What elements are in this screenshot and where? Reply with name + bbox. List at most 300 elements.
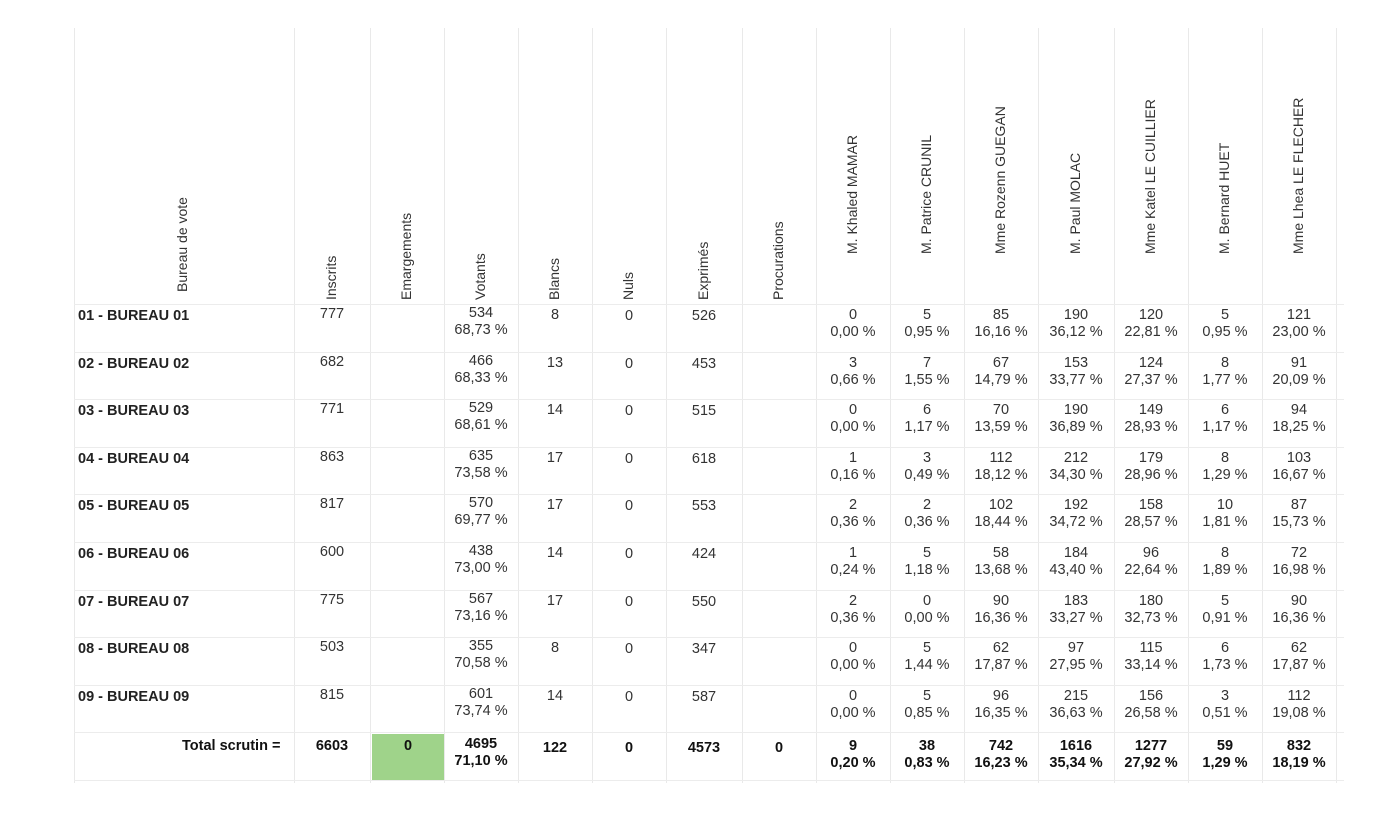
- total-candidate-line: 9: [848, 738, 858, 755]
- candidate-value: [964, 497, 1038, 531]
- blancs-value-line: 17: [546, 592, 564, 609]
- candidate-value-line: 212: [1063, 449, 1089, 466]
- total-nuls-line: 0: [624, 740, 634, 757]
- blancs-value-line: 14: [546, 687, 564, 704]
- candidate-value: [890, 450, 964, 484]
- candidate-value-line: 179: [1138, 449, 1164, 466]
- candidate-value: [890, 402, 964, 436]
- header-emargements: Emargements: [398, 212, 414, 300]
- votants-value-line: 534: [468, 305, 494, 321]
- candidate-value-line: 124: [1138, 354, 1164, 371]
- candidate-value-line: 1,29 %: [1202, 466, 1248, 483]
- blancs-value: [518, 545, 592, 562]
- blancs-value: [518, 497, 592, 514]
- candidate-value: [1114, 355, 1188, 389]
- candidate-value-line: 13,59 %: [974, 419, 1028, 436]
- candidate-value-line: 90: [992, 592, 1010, 609]
- candidate-value-line: 8: [1220, 354, 1230, 371]
- votants-value: [444, 591, 518, 625]
- candidate-value-line: 0,95 %: [904, 324, 950, 340]
- header-candidate-cell: [1038, 36, 1114, 304]
- header-candidate: M. Bernard HUET: [1216, 142, 1232, 254]
- nuls-value-line: 0: [624, 403, 634, 420]
- total-votants-line: 4695: [464, 736, 498, 753]
- candidate-value: [1038, 593, 1114, 627]
- candidate-value-line: 153: [1063, 354, 1089, 371]
- candidate-value: [1188, 450, 1262, 484]
- candidate-value-line: 90: [1290, 592, 1308, 609]
- candidate-value-line: 16,36 %: [974, 609, 1028, 626]
- candidate-value-line: 10: [1216, 497, 1234, 514]
- candidate-value-line: 102: [988, 497, 1014, 514]
- header-procurations: Procurations: [770, 221, 786, 300]
- candidate-value-line: 6: [1220, 402, 1230, 419]
- candidate-value-line: 158: [1138, 497, 1164, 514]
- total-procurations: [742, 740, 816, 757]
- inscrits-value: [294, 496, 370, 513]
- total-exprimes-line: 4573: [687, 740, 721, 757]
- candidate-value-line: 16,67 %: [1272, 466, 1326, 483]
- header-nuls: Nuls: [620, 271, 636, 300]
- candidate-value: [890, 355, 964, 389]
- total-candidate-line: 18,19 %: [1272, 755, 1326, 772]
- total-candidate: [816, 738, 890, 772]
- exprimes-value: [666, 403, 742, 420]
- votants-value-line: 635: [468, 447, 494, 464]
- blancs-value-line: 8: [550, 307, 560, 323]
- nuls-value-line: 0: [624, 688, 634, 705]
- candidate-value-line: 0,91 %: [1202, 609, 1248, 626]
- candidate-value-line: 112: [1287, 687, 1311, 704]
- candidate-value: [1188, 497, 1262, 531]
- candidate-value: [964, 688, 1038, 722]
- header-bureau-de-vote-cell: [78, 36, 288, 304]
- grid-line: [74, 352, 1344, 353]
- candidate-value-line: 0,95 %: [1202, 324, 1248, 340]
- total-candidate-line: 59: [1216, 738, 1234, 755]
- total-candidate-line: 27,92 %: [1124, 755, 1178, 772]
- nuls-value: [592, 594, 666, 611]
- candidate-value-line: 215: [1063, 687, 1089, 704]
- candidate-value-line: 87: [1290, 497, 1308, 514]
- nuls-value: [592, 641, 666, 658]
- votants-value: [444, 305, 518, 339]
- nuls-value-line: 0: [624, 546, 634, 562]
- candidate-value: [1188, 640, 1262, 674]
- total-candidate-line: 742: [988, 738, 1014, 755]
- candidate-value-line: 32,73 %: [1124, 609, 1178, 626]
- candidate-value-line: 14,79 %: [974, 371, 1028, 388]
- candidate-value-line: 1,77 %: [1202, 371, 1248, 388]
- grid-line: [74, 637, 1344, 638]
- header-procurations-cell: [742, 36, 816, 304]
- header-bureau-de-vote: Bureau de vote: [174, 197, 190, 292]
- candidate-value: [816, 593, 890, 627]
- header-exprimes: Exprimés: [695, 241, 711, 300]
- inscrits-value: [294, 687, 370, 704]
- candidate-value-line: 36,89 %: [1049, 419, 1103, 436]
- candidate-value-line: 0,00 %: [904, 609, 950, 626]
- candidate-value: [890, 593, 964, 627]
- exprimes-value-line: 347: [691, 641, 717, 658]
- exprimes-value-line: 515: [691, 403, 717, 420]
- candidate-value-line: 1,55 %: [904, 371, 950, 388]
- nuls-value: [592, 546, 666, 563]
- exprimes-value: [666, 689, 742, 706]
- blancs-value-line: 17: [546, 497, 564, 514]
- inscrits-value: [294, 401, 370, 418]
- candidate-value: [816, 545, 890, 579]
- blancs-value: [518, 593, 592, 610]
- nuls-value: [592, 451, 666, 468]
- candidate-value: [1262, 450, 1336, 484]
- candidate-value: [1038, 355, 1114, 389]
- header-blancs-cell: [518, 36, 592, 304]
- candidate-value: [1038, 402, 1114, 436]
- bureau-label: 01 - BUREAU 01: [78, 308, 190, 324]
- exprimes-value: [666, 594, 742, 611]
- nuls-value-line: 0: [624, 498, 634, 515]
- candidate-value: [816, 355, 890, 389]
- candidate-value-line: 85: [992, 307, 1010, 323]
- candidate-value-line: 0,16 %: [830, 466, 876, 483]
- candidate-value-line: 0,00 %: [830, 657, 876, 674]
- candidate-value-line: 67: [992, 354, 1010, 371]
- candidate-value: [964, 402, 1038, 436]
- candidate-value-line: 5: [1220, 307, 1230, 323]
- inscrits-value: [294, 639, 370, 656]
- header-candidate-cell: [890, 36, 964, 304]
- candidate-value-line: 20,09 %: [1272, 371, 1326, 388]
- inscrits-value-line: 777: [319, 306, 345, 322]
- total-candidate-line: 35,34 %: [1049, 755, 1103, 772]
- candidate-value-line: 96: [992, 687, 1010, 704]
- total-candidate: [1262, 738, 1336, 772]
- exprimes-value: [666, 308, 742, 325]
- votants-value-line: 68,61 %: [454, 417, 508, 434]
- total-inscrits-line: 6603: [315, 738, 349, 755]
- votants-value-line: 567: [468, 590, 494, 607]
- candidate-value: [964, 545, 1038, 579]
- candidate-value-line: 23,00 %: [1272, 324, 1326, 340]
- header-candidate-cell: [816, 36, 890, 304]
- bureau-label: 04 - BUREAU 04: [78, 450, 190, 467]
- candidate-value-line: 149: [1138, 402, 1164, 419]
- total-candidate-line: 38: [918, 738, 936, 755]
- header-candidate: Mme Katel LE CUILLIER: [1142, 99, 1158, 254]
- blancs-value-line: 17: [546, 449, 564, 466]
- candidate-value-line: 192: [1063, 497, 1089, 514]
- header-blancs: Blancs: [546, 257, 562, 300]
- candidate-value: [1188, 688, 1262, 722]
- nuls-value: [592, 356, 666, 373]
- candidate-value: [1038, 688, 1114, 722]
- candidate-value: [1188, 355, 1262, 389]
- exprimes-value: [666, 356, 742, 373]
- candidate-value-line: 1,81 %: [1202, 514, 1248, 531]
- candidate-value-line: 6: [1220, 640, 1230, 657]
- candidate-value-line: 33,77 %: [1049, 371, 1103, 388]
- candidate-value-line: 36,63 %: [1049, 704, 1103, 721]
- candidate-value-line: 121: [1286, 307, 1312, 323]
- candidate-value-line: 2: [848, 497, 858, 514]
- candidate-value-line: 5: [1220, 592, 1230, 609]
- inscrits-value-line: 771: [319, 401, 345, 418]
- votants-value-line: 601: [468, 685, 494, 702]
- blancs-value: [518, 355, 592, 372]
- candidate-value-line: 16,16 %: [974, 324, 1028, 340]
- candidate-value: [1188, 545, 1262, 579]
- candidate-value-line: 22,64 %: [1124, 562, 1178, 578]
- exprimes-value-line: 453: [691, 355, 717, 372]
- nuls-value-line: 0: [624, 593, 634, 610]
- inscrits-value-line: 817: [319, 496, 345, 513]
- candidate-value: [1262, 497, 1336, 531]
- candidate-value: [964, 640, 1038, 674]
- candidate-value-line: 184: [1063, 545, 1089, 561]
- candidate-value-line: 156: [1138, 687, 1164, 704]
- header-candidate-cell: [1114, 36, 1188, 304]
- candidate-value: [964, 593, 1038, 627]
- header-candidate-cell: [1188, 36, 1262, 304]
- candidate-value-line: 1: [848, 545, 858, 561]
- candidate-value: [1262, 545, 1336, 579]
- header-candidate: Mme Lhea LE FLECHER: [1290, 97, 1306, 254]
- total-votants: [444, 736, 518, 770]
- candidate-value-line: 5: [922, 545, 932, 561]
- grid-line: [74, 494, 1344, 495]
- candidate-value: [1262, 593, 1336, 627]
- candidate-value-line: 70: [992, 402, 1010, 419]
- exprimes-value-line: 526: [691, 308, 717, 324]
- candidate-value: [1114, 545, 1188, 579]
- candidate-value: [1038, 450, 1114, 484]
- total-candidate-line: 0,20 %: [830, 755, 876, 772]
- candidate-value-line: 103: [1286, 449, 1312, 466]
- candidate-value-line: 91: [1290, 354, 1308, 371]
- votants-value-line: 466: [468, 352, 494, 369]
- candidate-value-line: 1,18 %: [904, 562, 950, 578]
- candidate-value-line: 1,17 %: [1202, 419, 1248, 436]
- inscrits-value: [294, 306, 370, 323]
- candidate-value: [1262, 640, 1336, 674]
- votants-value-line: 69,77 %: [454, 512, 508, 529]
- nuls-value: [592, 308, 666, 325]
- votants-value-line: 355: [468, 638, 494, 655]
- candidate-value-line: 13,68 %: [974, 562, 1028, 578]
- total-candidate-line: 0,83 %: [904, 755, 950, 772]
- candidate-value-line: 0: [848, 640, 858, 657]
- candidate-value: [1114, 497, 1188, 531]
- header-inscrits-cell: [294, 36, 370, 304]
- bureau-label: 09 - BUREAU 09: [78, 688, 190, 705]
- total-candidate: [890, 738, 964, 772]
- nuls-value: [592, 689, 666, 706]
- candidate-value-line: 0: [922, 592, 932, 609]
- candidate-value: [964, 355, 1038, 389]
- header-exprimes-cell: [666, 36, 742, 304]
- candidate-value-line: 0: [848, 402, 858, 419]
- votants-value-line: 73,00 %: [454, 560, 508, 576]
- grid-line: [74, 28, 75, 783]
- candidate-value-line: 28,57 %: [1124, 514, 1178, 531]
- candidate-value-line: 62: [992, 640, 1010, 657]
- bureau-label: 06 - BUREAU 06: [78, 546, 190, 562]
- candidate-value-line: 190: [1063, 402, 1089, 419]
- candidate-value-line: 94: [1290, 402, 1308, 419]
- blancs-value-line: 14: [546, 545, 564, 561]
- candidate-value-line: 0,00 %: [830, 704, 876, 721]
- candidate-value-line: 1,89 %: [1202, 562, 1248, 578]
- header-candidate: Mme Rozenn GUEGAN: [992, 106, 1008, 254]
- total-candidate-line: 1277: [1134, 738, 1168, 755]
- candidate-value-line: 34,30 %: [1049, 466, 1103, 483]
- candidate-value-line: 43,40 %: [1049, 562, 1103, 578]
- blancs-value: [518, 640, 592, 657]
- candidate-value-line: 0,36 %: [830, 514, 876, 531]
- nuls-value-line: 0: [624, 450, 634, 467]
- candidate-value: [964, 307, 1038, 341]
- candidate-value-line: 16,98 %: [1272, 562, 1326, 578]
- candidate-value-line: 33,14 %: [1124, 657, 1178, 674]
- grid-line: [74, 399, 1344, 400]
- candidate-value-line: 28,93 %: [1124, 419, 1178, 436]
- total-candidate: [1188, 738, 1262, 772]
- candidate-value-line: 62: [1290, 640, 1308, 657]
- total-exprimes: [666, 740, 742, 757]
- votants-value-line: 73,74 %: [454, 702, 508, 719]
- votants-value-line: 68,33 %: [454, 369, 508, 386]
- candidate-value-line: 19,08 %: [1272, 704, 1326, 721]
- candidate-value-line: 115: [1139, 640, 1163, 657]
- candidate-value-line: 15,73 %: [1272, 514, 1326, 531]
- total-nuls: [592, 740, 666, 757]
- candidate-value-line: 17,87 %: [974, 657, 1028, 674]
- candidate-value-line: 0: [848, 307, 858, 323]
- candidate-value: [816, 688, 890, 722]
- inscrits-value-line: 775: [319, 591, 345, 608]
- votants-value-line: 438: [468, 543, 494, 559]
- exprimes-value: [666, 498, 742, 515]
- candidate-value-line: 17,87 %: [1272, 657, 1326, 674]
- candidate-value-line: 18,12 %: [974, 466, 1028, 483]
- candidate-value: [890, 307, 964, 341]
- total-votants-line: 71,10 %: [454, 753, 508, 770]
- candidate-value-line: 1,44 %: [904, 657, 950, 674]
- inscrits-value: [294, 449, 370, 466]
- header-emargements-cell: [370, 36, 444, 304]
- candidate-value-line: 58: [992, 545, 1010, 561]
- candidate-value: [816, 497, 890, 531]
- grid-line: [74, 304, 1344, 305]
- candidate-value-line: 1,17 %: [904, 419, 950, 436]
- votants-value-line: 70,58 %: [454, 655, 508, 672]
- candidate-value-line: 5: [922, 640, 932, 657]
- header-nuls-cell: [592, 36, 666, 304]
- bureau-label: 02 - BUREAU 02: [78, 355, 190, 372]
- candidate-value: [1188, 402, 1262, 436]
- bureau-label: 08 - BUREAU 08: [78, 641, 190, 658]
- votants-value: [444, 543, 518, 577]
- votants-value-line: 570: [468, 495, 494, 512]
- candidate-value-line: 0,36 %: [830, 609, 876, 626]
- candidate-value: [1188, 307, 1262, 341]
- header-votants-cell: [444, 36, 518, 304]
- votants-value: [444, 686, 518, 720]
- candidate-value-line: 72: [1290, 545, 1308, 561]
- candidate-value: [816, 307, 890, 341]
- candidate-value: [1262, 688, 1336, 722]
- votants-value-line: 73,16 %: [454, 607, 508, 624]
- exprimes-value-line: 550: [691, 593, 717, 610]
- blancs-value: [518, 450, 592, 467]
- grid-line: [74, 447, 1344, 448]
- candidate-value-line: 1: [848, 449, 858, 466]
- candidate-value-line: 18,44 %: [974, 514, 1028, 531]
- candidate-value-line: 0,00 %: [830, 324, 876, 340]
- total-emargements: [372, 738, 444, 755]
- header-inscrits: Inscrits: [323, 255, 339, 300]
- exprimes-value: [666, 451, 742, 468]
- candidate-value-line: 27,37 %: [1124, 371, 1178, 388]
- total-inscrits: [294, 738, 370, 755]
- votants-value: [444, 495, 518, 529]
- inscrits-value: [294, 544, 370, 561]
- candidate-value-line: 8: [1220, 545, 1230, 561]
- bureau-label: 05 - BUREAU 05: [78, 498, 190, 515]
- nuls-value: [592, 403, 666, 420]
- candidate-value: [1038, 640, 1114, 674]
- candidate-value-line: 27,95 %: [1049, 657, 1103, 674]
- candidate-value: [890, 640, 964, 674]
- candidate-value-line: 22,81 %: [1124, 324, 1178, 340]
- candidate-value-line: 34,72 %: [1049, 514, 1103, 531]
- candidate-value-line: 16,36 %: [1272, 609, 1326, 626]
- exprimes-value-line: 553: [691, 498, 717, 515]
- candidate-value-line: 5: [922, 307, 932, 323]
- candidate-value-line: 0,36 %: [904, 514, 950, 531]
- candidate-value-line: 2: [848, 592, 858, 609]
- total-candidate-line: 1616: [1059, 738, 1093, 755]
- inscrits-value-line: 600: [319, 544, 345, 560]
- votants-value-line: 529: [468, 400, 494, 417]
- candidate-value: [1038, 307, 1114, 341]
- grid-line: [74, 542, 1344, 543]
- candidate-value-line: 8: [1220, 449, 1230, 466]
- header-candidate: M. Patrice CRUNIL: [918, 134, 934, 254]
- inscrits-value-line: 815: [319, 686, 345, 703]
- header-votants: Votants: [472, 253, 488, 300]
- candidate-value-line: 26,58 %: [1124, 704, 1178, 721]
- votants-value: [444, 400, 518, 434]
- candidate-value-line: 183: [1063, 592, 1089, 609]
- candidate-value: [890, 545, 964, 579]
- candidate-value-line: 0,85 %: [904, 704, 950, 721]
- nuls-value-line: 0: [624, 355, 634, 372]
- candidate-value-line: 190: [1063, 307, 1089, 323]
- total-emargements-line: 0: [403, 738, 413, 755]
- candidate-value: [816, 640, 890, 674]
- blancs-value: [518, 307, 592, 324]
- grid-line: [74, 780, 1344, 781]
- total-label: Total scrutin =: [182, 738, 281, 755]
- candidate-value: [1114, 450, 1188, 484]
- inscrits-value: [294, 592, 370, 609]
- candidate-value-line: 0,00 %: [830, 419, 876, 436]
- candidate-value: [816, 450, 890, 484]
- results-table: [74, 28, 1344, 783]
- candidate-value: [890, 688, 964, 722]
